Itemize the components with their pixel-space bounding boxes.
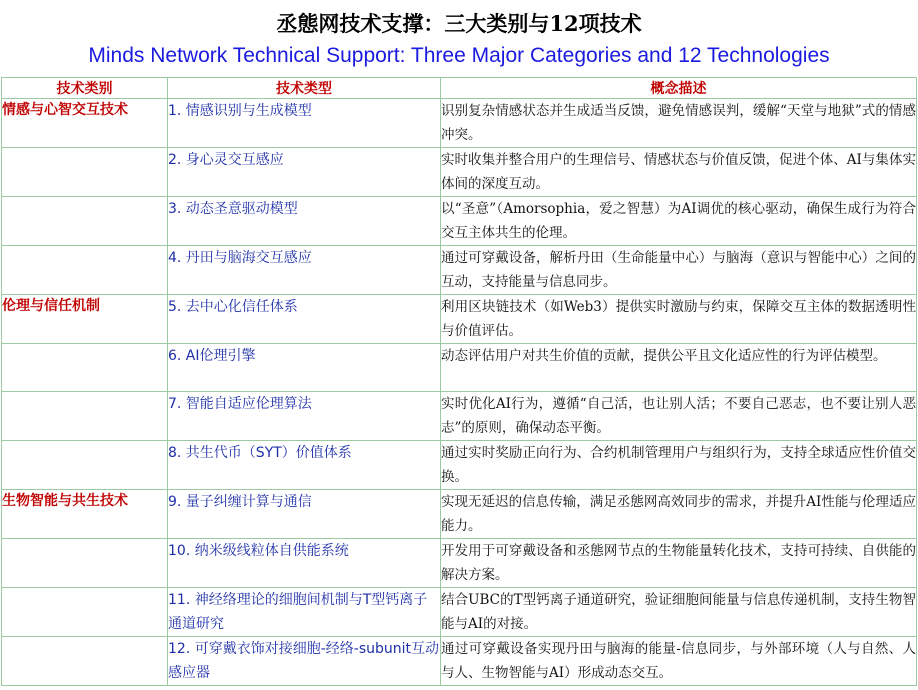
table-row xyxy=(2,392,917,441)
tech-cell: 12. 可穿戴衣饰对接细胞-经络-subunit互动感应器 xyxy=(168,637,441,686)
tech-cell: 9. 量子纠缠计算与通信 xyxy=(168,490,441,539)
category-cell xyxy=(2,588,168,637)
description-cell: 实时优化AI行为，遵循“自己活，也让别人活；不要自己恶志，也不要让别人恶志”的原则，确保动态平衡。 xyxy=(441,392,917,441)
category-cell xyxy=(2,197,168,246)
description-cell: 实现无延迟的信息传输，满足丞態网高效同步的需求，并提升AI性能与伦理适应能力。 xyxy=(441,490,917,539)
table-row xyxy=(2,99,917,148)
table-row xyxy=(2,344,917,392)
header-category: 技术类别 xyxy=(2,78,168,99)
tech-cell: 5. 去中心化信任体系 xyxy=(168,295,441,344)
category-cell xyxy=(2,441,168,490)
tech-cell: 2. 身心灵交互感应 xyxy=(168,148,441,197)
category-cell xyxy=(2,344,168,392)
description-cell: 通过可穿戴设备，解析丹田（生命能量中心）与脑海（意识与智能中心）之间的互动，支持能量与信息同步。 xyxy=(441,246,917,295)
table-row xyxy=(2,490,917,539)
table-row xyxy=(2,637,917,686)
category-cell: 伦理与信任机制 xyxy=(2,295,168,344)
category-cell xyxy=(2,148,168,197)
description-cell: 通过可穿戴设备实现丹田与脑海的能量-信息同步，与外部环境（人与自然、人与人、生物智能与AI）形成动态交互。 xyxy=(441,637,917,686)
category-cell xyxy=(2,539,168,588)
header-tech-type: 技术类型 xyxy=(168,78,441,99)
tech-cell: 11. 神经络理论的细胞间机制与T型钙离子通道研究 xyxy=(168,588,441,637)
description-cell: 开发用于可穿戴设备和丞態网节点的生物能量转化技术，支持可持续、自供能的解决方案。 xyxy=(441,539,917,588)
category-cell xyxy=(2,246,168,295)
table-row xyxy=(2,441,917,490)
table-body xyxy=(2,99,917,686)
table-row xyxy=(2,197,917,246)
category-cell xyxy=(2,637,168,686)
category-cell xyxy=(2,392,168,441)
tech-cell: 6. AI伦理引擎 xyxy=(168,344,441,392)
description-cell: 识别复杂情感状态并生成适当反馈，避免情感误判，缓解“天堂与地狱”式的情感冲突。 xyxy=(441,99,917,148)
table-row xyxy=(2,246,917,295)
table-row xyxy=(2,295,917,344)
header-description: 概念描述 xyxy=(441,78,917,99)
tech-cell: 1. 情感识别与生成模型 xyxy=(168,99,441,148)
table-row xyxy=(2,588,917,637)
tech-cell: 4. 丹田与脑海交互感应 xyxy=(168,246,441,295)
table-row xyxy=(2,539,917,588)
table-row xyxy=(2,148,917,197)
description-cell: 通过实时奖励正向行为、合约机制管理用户与组织行为，支持全球适应性价值交换。 xyxy=(441,441,917,490)
tech-cell: 3. 动态圣意驱动模型 xyxy=(168,197,441,246)
category-cell: 生物智能与共生技术 xyxy=(2,490,168,539)
description-cell: 结合UBC的T型钙离子通道研究，验证细胞间能量与信息传递机制，支持生物智能与AI的对接。 xyxy=(441,588,917,637)
tech-cell: 10. 纳米级线粒体自供能系统 xyxy=(168,539,441,588)
category-cell: 情感与心智交互技术 xyxy=(2,99,168,148)
description-cell: 动态评估用户对共生价值的贡献，提供公平且文化适应性的行为评估模型。 xyxy=(441,344,917,392)
description-cell: 利用区块链技术（如Web3）提供实时激励与约束，保障交互主体的数据透明性与价值评估。 xyxy=(441,295,917,344)
tech-cell: 7. 智能自适应伦理算法 xyxy=(168,392,441,441)
technology-table xyxy=(1,77,917,686)
title-english: Minds Network Technical Support: Three Major Categories and 12 Technologies xyxy=(88,44,830,67)
description-cell: 以“圣意”（Amorsophia，爱之智慧）为AI调优的核心驱动，确保生成行为符合交互主体共生的伦理。 xyxy=(441,197,917,246)
tech-cell: 8. 共生代币（SYT）价值体系 xyxy=(168,441,441,490)
table-header-row xyxy=(2,78,917,99)
description-cell: 实时收集并整合用户的生理信号、情感状态与价值反馈，促进个体、AI与集体实体间的深度互动。 xyxy=(441,148,917,197)
title-chinese: 丞態网技术支撑：三大类别与12项技术 xyxy=(276,11,642,36)
